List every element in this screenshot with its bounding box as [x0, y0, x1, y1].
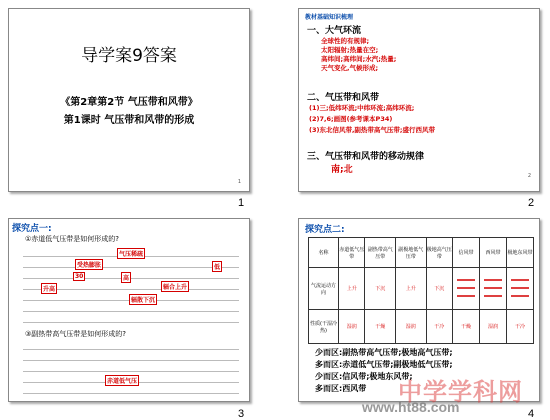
table-cell: 湿润 — [395, 310, 426, 344]
slide-1-subtitle-1: 《第2章第2节 气压带和风带》 — [60, 97, 198, 108]
table-cell: 干冷 — [426, 310, 452, 344]
table-head: 西风带 — [479, 238, 506, 268]
trade-wind-arrows-icon — [453, 274, 479, 302]
slide-4-header: 探究点二: — [305, 225, 345, 235]
slide-2-corner-mark: 2 — [527, 173, 531, 179]
slide-2[interactable] — [298, 8, 540, 192]
table-head: 赤道低气压带 — [338, 238, 364, 268]
row-label: 性质(干湿冷热) — [309, 310, 339, 344]
slide-3-question-2: ③副热带高气压带是如何形成的? — [25, 330, 126, 338]
slide-2-section-2-title: 二、气压带和风带 — [307, 93, 380, 103]
slide-3-question-1: ①赤道低气压带是如何形成的? — [25, 235, 119, 243]
slide-1[interactable] — [8, 8, 250, 192]
table-cell: 湿润 — [338, 310, 364, 344]
answer-box: 高 — [121, 272, 131, 283]
table-cell: 干冷 — [506, 310, 533, 344]
pressure-wind-table — [308, 237, 534, 344]
polar-easterly-arrows-icon — [507, 274, 533, 302]
table-cell: 下沉 — [365, 268, 396, 310]
table-cell — [506, 268, 533, 310]
summary-line: 多而区:赤道低气压带;副极地低气压带; — [315, 360, 453, 369]
table-cell: 下沉 — [426, 268, 452, 310]
slide-1-corner-mark: 1 — [237, 179, 241, 185]
s2-line: (2)7,6;画图(参考课本P34) — [309, 115, 393, 123]
page-number-1: 1 — [238, 197, 245, 209]
table-cell: 上升 — [395, 268, 426, 310]
table-head: 极地高气压带 — [426, 238, 452, 268]
s1-line: 全球性的有规律; — [321, 37, 370, 45]
slide-2-answer: 南;北 — [331, 165, 353, 175]
table-cell: 干燥 — [452, 310, 479, 344]
s1-line: 太阳辐射;热量在空; — [321, 46, 379, 54]
table-cell — [452, 268, 479, 310]
s2-line: (1)三;低纬环流;中纬环流;高纬环流; — [309, 104, 415, 112]
s2-line: (3)东北信风带,副热带高气压带;盛行西风带 — [309, 126, 436, 134]
answer-box: 辐合上升 — [161, 281, 189, 292]
slide-1-subtitle-2: 第1课时 气压带和风带的形成 — [63, 115, 195, 126]
page-number-4: 4 — [528, 408, 535, 420]
answer-box: 赤道低气压 — [105, 375, 139, 386]
summary-line: 少而区:副热带高气压带;极地高气压带; — [315, 348, 453, 357]
watermark-url: www.ht88.com — [362, 399, 460, 415]
answer-box: 受热膨胀 — [75, 259, 103, 270]
answer-box: 30 — [75, 273, 84, 280]
table-head: 信风带 — [452, 238, 479, 268]
table-cell: 干燥 — [365, 310, 396, 344]
table-head: 副极地低气压带 — [395, 238, 426, 268]
slide-2-section-3-title: 三、气压带和风带的移动规律 — [307, 152, 425, 162]
table-head: 名称 — [309, 238, 339, 268]
table-head: 极地东风带 — [506, 238, 533, 268]
summary-line: 多而区:西风带 — [315, 384, 367, 393]
table-cell: 上升 — [338, 268, 364, 310]
s1-line: 高纬间;高纬间;水汽;热量; — [321, 55, 397, 63]
slide-2-section-1-title: 一、大气环流 — [307, 26, 362, 36]
slide-3-header: 探究点一: — [12, 224, 52, 234]
page-number-2: 2 — [528, 197, 535, 209]
slide-1-title: 导学案9答案 — [81, 46, 177, 66]
table-cell: 湿润 — [479, 310, 506, 344]
watermark-logo: 中学学科网 — [398, 379, 523, 406]
s1-line: 天气变化,气候形成; — [321, 64, 379, 72]
answer-box: 低 — [212, 261, 222, 272]
westerly-arrows-icon — [480, 274, 506, 302]
slide-3[interactable] — [8, 218, 250, 402]
summary-line: 少而区:信风带;极地东风带; — [315, 372, 413, 381]
answer-box: 气压稀疏 — [117, 248, 145, 259]
page-number-3: 3 — [238, 408, 245, 420]
row-label: 气流运动方向 — [309, 268, 339, 310]
answer-box: 升高 — [41, 283, 57, 294]
table-cell — [479, 268, 506, 310]
table-head: 副热带高气压带 — [365, 238, 396, 268]
slide-2-header: 教材基础知识梳理 — [305, 14, 354, 21]
answer-box: 辐散下沉 — [129, 294, 157, 305]
